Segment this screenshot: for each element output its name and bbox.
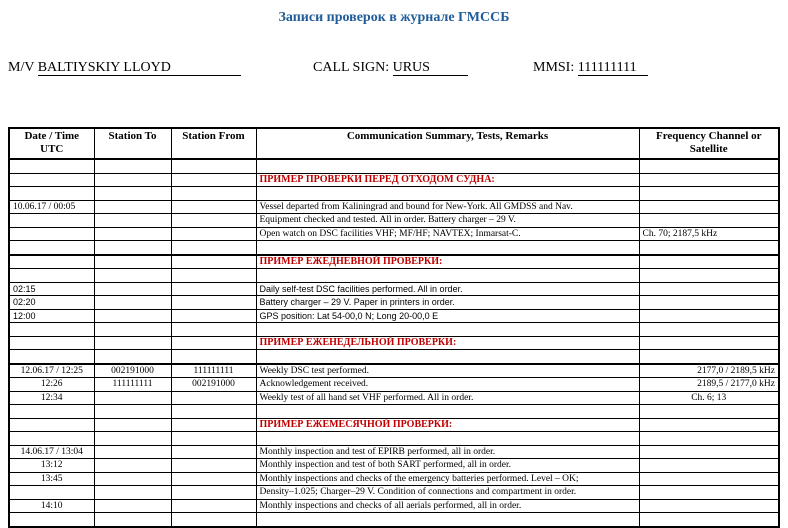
cell-frequency xyxy=(639,336,779,350)
cell-station-to xyxy=(94,336,171,350)
cell-frequency xyxy=(639,214,779,228)
cell-date: 02:20 xyxy=(9,296,94,310)
cell-frequency xyxy=(639,309,779,323)
cell-date: 13:45 xyxy=(9,472,94,486)
cell-station-to xyxy=(94,282,171,296)
cell-date xyxy=(9,486,94,500)
cell-date xyxy=(9,241,94,255)
blank-row xyxy=(9,187,779,201)
cell-station-to xyxy=(94,173,171,187)
cell-date xyxy=(9,323,94,337)
cell-frequency xyxy=(639,323,779,337)
cell-frequency: Ch. 70; 2187,5 kHz xyxy=(639,227,779,241)
table-row xyxy=(9,459,779,473)
table-row xyxy=(9,309,779,323)
cell-station-from: 111111111 xyxy=(171,364,256,378)
cell-station-to xyxy=(94,391,171,405)
blank-row xyxy=(9,241,779,255)
cell-date: 13:12 xyxy=(9,459,94,473)
cell-frequency xyxy=(639,350,779,364)
table-row xyxy=(9,364,779,378)
cell-station-to xyxy=(94,309,171,323)
vessel-name: BALTIYSKIY LLOYD xyxy=(38,60,241,76)
cell-frequency: 2177,0 / 2189,5 kHz xyxy=(639,364,779,378)
cell-summary: ПРИМЕР ЕЖЕНЕДЕЛЬНОЙ ПРОВЕРКИ: xyxy=(256,336,639,350)
cell-frequency xyxy=(639,459,779,473)
blank-row xyxy=(9,350,779,364)
blank-row xyxy=(9,323,779,337)
cell-summary: Daily self-test DSC facilities performed. All in order. xyxy=(256,282,639,296)
col-header-station-from: Station From xyxy=(171,128,256,159)
cell-frequency xyxy=(639,472,779,486)
cell-station-from xyxy=(171,405,256,419)
cell-station-from xyxy=(171,459,256,473)
cell-date: 10.06.17 / 00:05 xyxy=(9,200,94,214)
callsign-label: CALL SIGN: xyxy=(313,60,390,75)
cell-station-from xyxy=(171,432,256,446)
cell-frequency xyxy=(639,513,779,527)
cell-station-to xyxy=(94,227,171,241)
cell-station-to xyxy=(94,459,171,473)
cell-frequency xyxy=(639,282,779,296)
cell-date xyxy=(9,418,94,432)
section-row xyxy=(9,336,779,350)
cell-summary: Weekly DSC test performed. xyxy=(256,364,639,378)
cell-station-from xyxy=(171,323,256,337)
cell-date xyxy=(9,227,94,241)
page-title: Записи проверок в журнале ГМССБ xyxy=(278,10,510,25)
cell-frequency: 2189,5 / 2177,0 kHz xyxy=(639,378,779,392)
cell-station-from xyxy=(171,486,256,500)
cell-summary: GPS position: Lat 54-00,0 N; Long 20-00,0 E xyxy=(256,309,639,323)
mmsi-field xyxy=(533,60,648,76)
cell-frequency xyxy=(639,241,779,255)
cell-summary xyxy=(256,159,639,173)
cell-station-to xyxy=(94,296,171,310)
cell-station-to xyxy=(94,472,171,486)
cell-station-from xyxy=(171,173,256,187)
cell-date: 12:26 xyxy=(9,378,94,392)
cell-station-to xyxy=(94,187,171,201)
cell-station-to xyxy=(94,445,171,459)
blank-row xyxy=(9,269,779,283)
table-row xyxy=(9,391,779,405)
callsign-value: URUS xyxy=(393,60,468,76)
cell-station-to xyxy=(94,486,171,500)
cell-summary: Monthly inspections and checks of all aerials performed, all in order. xyxy=(256,499,639,513)
cell-station-from xyxy=(171,241,256,255)
cell-date xyxy=(9,405,94,419)
cell-summary xyxy=(256,513,639,527)
cell-station-from xyxy=(171,255,256,269)
cell-frequency xyxy=(639,159,779,173)
cell-frequency xyxy=(639,173,779,187)
blank-row xyxy=(9,405,779,419)
cell-summary: Monthly inspection and test of EPIRB performed, all in order. xyxy=(256,445,639,459)
cell-date xyxy=(9,187,94,201)
table-row xyxy=(9,227,779,241)
table-row xyxy=(9,200,779,214)
cell-summary: Equipment checked and tested. All in order. Battery charger – 29 V. xyxy=(256,214,639,228)
cell-summary xyxy=(256,241,639,255)
cell-station-to xyxy=(94,159,171,173)
cell-summary xyxy=(256,350,639,364)
cell-frequency xyxy=(639,418,779,432)
cell-station-from xyxy=(171,445,256,459)
cell-summary: ПРИМЕР ЕЖЕДНЕВНОЙ ПРОВЕРКИ: xyxy=(256,255,639,269)
cell-station-from xyxy=(171,200,256,214)
cell-summary: Open watch on DSC facilities VHF; MF/HF; NAVTEX; Inmarsat-C. xyxy=(256,227,639,241)
cell-station-from xyxy=(171,159,256,173)
col-header-summary: Communication Summary, Tests, Remarks xyxy=(256,128,639,159)
cell-summary: Battery charger – 29 V. Paper in printers in order. xyxy=(256,296,639,310)
cell-frequency xyxy=(639,499,779,513)
cell-station-from xyxy=(171,391,256,405)
cell-summary: Monthly inspection and test of both SART performed, all in order. xyxy=(256,459,639,473)
cell-station-to xyxy=(94,418,171,432)
cell-frequency xyxy=(639,296,779,310)
blank-row xyxy=(9,432,779,446)
cell-summary: Vessel departed from Kaliningrad and bound for New-York. All GMDSS and Nav. xyxy=(256,200,639,214)
cell-station-from xyxy=(171,499,256,513)
cell-station-to xyxy=(94,405,171,419)
cell-summary xyxy=(256,187,639,201)
cell-station-to xyxy=(94,214,171,228)
cell-date: 02:15 xyxy=(9,282,94,296)
cell-frequency xyxy=(639,255,779,269)
cell-station-to: 002191000 xyxy=(94,364,171,378)
cell-summary xyxy=(256,405,639,419)
section-row xyxy=(9,418,779,432)
log-table xyxy=(8,127,780,528)
cell-date: 12:00 xyxy=(9,309,94,323)
cell-station-from xyxy=(171,187,256,201)
table-row xyxy=(9,499,779,513)
cell-date: 12:34 xyxy=(9,391,94,405)
cell-date: 12.06.17 / 12:25 xyxy=(9,364,94,378)
table-header-row xyxy=(9,128,779,159)
blank-row xyxy=(9,159,779,173)
cell-summary: Monthly inspections and checks of the emergency batteries performed. Level – OK; xyxy=(256,472,639,486)
cell-station-to xyxy=(94,200,171,214)
vessel-field xyxy=(8,60,241,76)
table-row xyxy=(9,486,779,500)
cell-station-from xyxy=(171,472,256,486)
table-row xyxy=(9,378,779,392)
cell-station-from xyxy=(171,227,256,241)
callsign-field xyxy=(313,60,468,76)
cell-station-to xyxy=(94,255,171,269)
cell-date: 14.06.17 / 13:04 xyxy=(9,445,94,459)
cell-frequency xyxy=(639,187,779,201)
cell-summary: Weekly test of all hand set VHF performed. All in order. xyxy=(256,391,639,405)
cell-station-from xyxy=(171,513,256,527)
cell-station-to xyxy=(94,432,171,446)
cell-station-to xyxy=(94,241,171,255)
cell-station-from xyxy=(171,336,256,350)
cell-station-from xyxy=(171,350,256,364)
cell-summary: Acknowledgement received. xyxy=(256,378,639,392)
table-row xyxy=(9,472,779,486)
cell-station-from xyxy=(171,214,256,228)
vessel-label: M/V xyxy=(8,60,35,75)
cell-frequency xyxy=(639,405,779,419)
cell-frequency xyxy=(639,445,779,459)
cell-date xyxy=(9,336,94,350)
mmsi-label: MMSI: xyxy=(533,60,575,75)
cell-date xyxy=(9,255,94,269)
cell-station-to xyxy=(94,269,171,283)
col-header-station-to: Station To xyxy=(94,128,171,159)
cell-date xyxy=(9,269,94,283)
cell-date xyxy=(9,350,94,364)
cell-station-to xyxy=(94,350,171,364)
cell-station-to xyxy=(94,513,171,527)
cell-summary: ПРИМЕР ЕЖЕМЕСЯЧНОЙ ПРОВЕРКИ: xyxy=(256,418,639,432)
cell-date xyxy=(9,159,94,173)
cell-frequency xyxy=(639,432,779,446)
cell-frequency xyxy=(639,269,779,283)
cell-station-from xyxy=(171,269,256,283)
cell-station-to xyxy=(94,323,171,337)
table-row xyxy=(9,282,779,296)
cell-summary: ПРИМЕР ПРОВЕРКИ ПЕРЕД ОТХОДОМ СУДНА: xyxy=(256,173,639,187)
log-body xyxy=(9,159,779,527)
cell-station-from xyxy=(171,309,256,323)
cell-station-from xyxy=(171,418,256,432)
cell-summary xyxy=(256,269,639,283)
cell-summary xyxy=(256,432,639,446)
table-row xyxy=(9,296,779,310)
blank-row xyxy=(9,513,779,527)
col-header-frequency: Frequency Channel or Satellite xyxy=(639,128,779,159)
cell-station-to xyxy=(94,499,171,513)
cell-frequency xyxy=(639,486,779,500)
cell-summary xyxy=(256,323,639,337)
col-header-date: Date / Time UTC xyxy=(9,128,94,159)
cell-date xyxy=(9,432,94,446)
table-row xyxy=(9,445,779,459)
cell-frequency xyxy=(639,200,779,214)
cell-date xyxy=(9,214,94,228)
cell-date: 14:10 xyxy=(9,499,94,513)
mmsi-value: 111111111 xyxy=(578,60,648,76)
cell-station-to: 111111111 xyxy=(94,378,171,392)
section-row xyxy=(9,173,779,187)
cell-date xyxy=(9,173,94,187)
table-row xyxy=(9,214,779,228)
section-row xyxy=(9,255,779,269)
cell-station-from xyxy=(171,296,256,310)
cell-frequency: Ch. 6; 13 xyxy=(639,391,779,405)
cell-summary: Density–1.025; Charger–29 V. Condition of connections and compartment in order. xyxy=(256,486,639,500)
cell-station-from xyxy=(171,282,256,296)
cell-station-from: 002191000 xyxy=(171,378,256,392)
cell-date xyxy=(9,513,94,527)
